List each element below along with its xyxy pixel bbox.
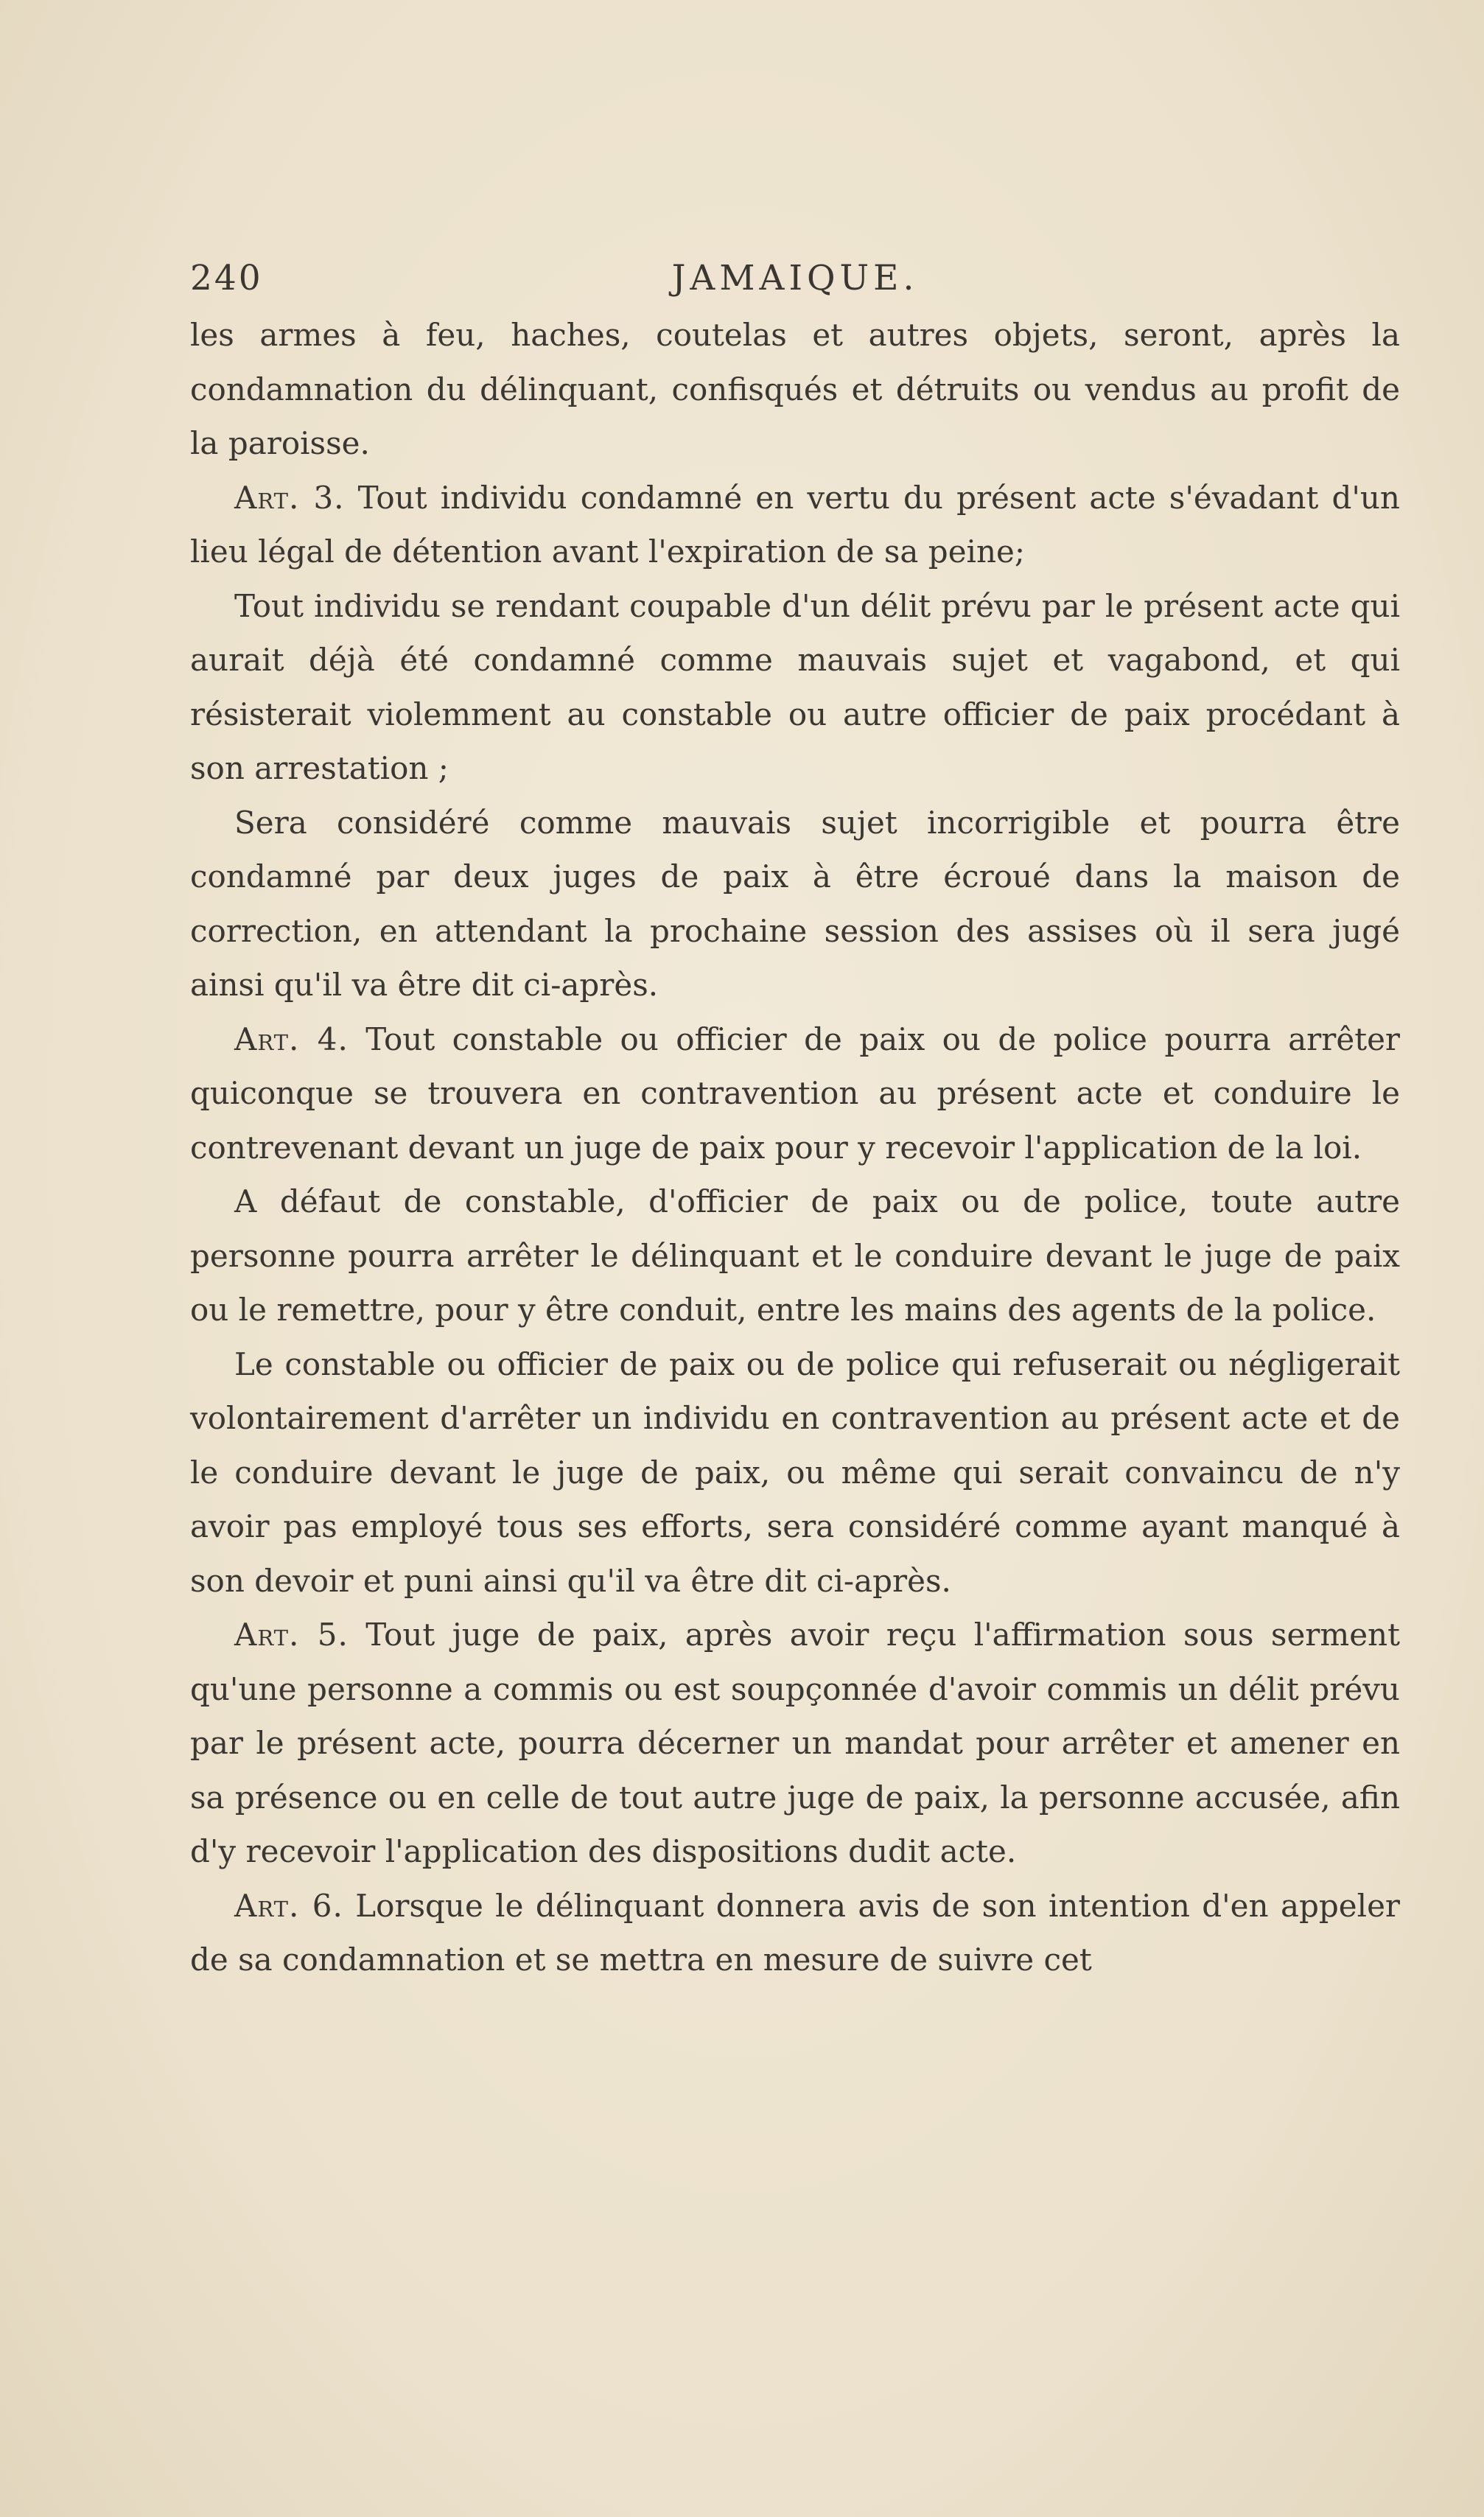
article-label: Art. 4. bbox=[234, 1021, 349, 1057]
paragraph bbox=[190, 308, 1400, 471]
paragraph-text: Tout constable ou officier de paix ou de police pourra arrêter quiconque se trouvera en contravention au présent acte et conduire le contrevenant devant un juge de paix pour y recevoir l'application de la loi. bbox=[190, 1021, 1401, 1166]
paragraph bbox=[190, 1012, 1400, 1175]
article-label: Art. 6. bbox=[234, 1887, 343, 1924]
paragraph bbox=[190, 1337, 1400, 1608]
text-block bbox=[190, 258, 1400, 1987]
page-number: 240 bbox=[190, 258, 263, 298]
paragraph-text: Sera considéré comme mauvais sujet incorrigible et pourra être condamné par deux juges de paix à être écroué dans la maison de correction, en attendant la prochaine session des assises où il sera jugé ainsi qu'il va être dit ci-après. bbox=[190, 804, 1400, 1003]
paragraph bbox=[190, 471, 1400, 579]
paragraph bbox=[190, 1608, 1400, 1879]
running-head bbox=[190, 258, 1400, 304]
article-label: Art. 3. bbox=[234, 479, 345, 516]
paragraph-text: Tout juge de paix, après avoir reçu l'affirmation sous serment qu'une personne a commis ou est soupçonnée d'avoir commis un délit prévu par le présent acte, pourra décerner un mandat pour arrêter et amener en sa présence ou en celle de tout autre juge de paix, la personne accusée, afin d'y recevoir l'application des dispositions dudit acte. bbox=[190, 1617, 1400, 1869]
paragraph-text: Le constable ou officier de paix ou de police qui refuserait ou négligerait volontairement d'arrêter un individu en contravention au présent acte et de le conduire devant le juge de paix, ou même qui serait convaincu de n'y avoir pas employé tous ses efforts, sera considéré comme ayant manqué à son devoir et puni ainsi qu'il va être dit ci-après. bbox=[190, 1345, 1400, 1599]
paragraph-text: Tout individu se rendant coupable d'un délit prévu par le présent acte qui aurait déjà été condamné comme mauvais sujet et vagabond, et qui résisterait violemment au constable ou autre officier de paix procédant à son arrestation ; bbox=[190, 587, 1400, 786]
paragraph bbox=[190, 579, 1400, 796]
paragraph bbox=[190, 1879, 1400, 1987]
paragraph-text: Lorsque le délinquant donnera avis de son intention d'en appeler de sa condamnation et se mettra en mesure de suivre cet bbox=[190, 1887, 1400, 1978]
paragraph-text: les armes à feu, haches, coutelas et autres objets, seront, après la condamnation du délinquant, confisqués et détruits ou vendus au profit de la paroisse. bbox=[190, 317, 1400, 461]
paragraph-text: A défaut de constable, d'officier de paix ou de police, toute autre personne pourra arrêter le délinquant et le conduire devant le juge de paix ou le remettre, pour y être conduit, entre les mains des agents de la police. bbox=[190, 1183, 1400, 1328]
paragraph-text: Tout individu condamné en vertu du présent acte s'évadant d'un lieu légal de détention avant l'expiration de sa peine; bbox=[190, 479, 1400, 570]
paragraph bbox=[190, 796, 1400, 1012]
article-label: Art. 5. bbox=[234, 1617, 349, 1653]
body-text bbox=[190, 308, 1400, 1987]
paragraph bbox=[190, 1175, 1400, 1337]
running-title: JAMAIQUE. bbox=[671, 258, 919, 298]
